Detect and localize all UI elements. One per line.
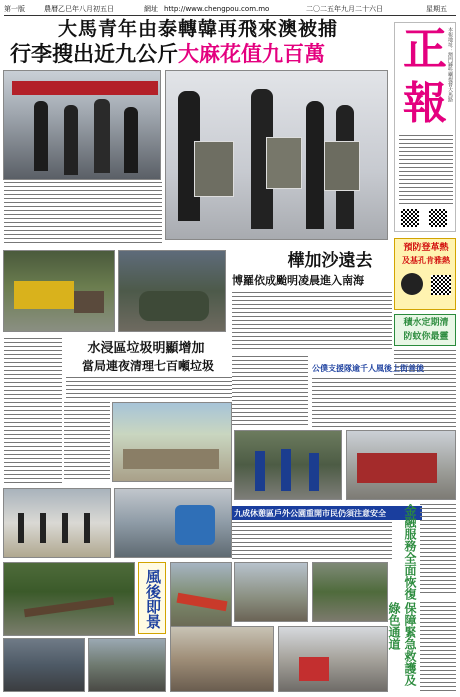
garbage-headline-main: 當局連夜清理七百噸垃圾: [81, 359, 214, 373]
feature-vertical-title: 風後即景: [144, 569, 162, 629]
street-photo-2: [88, 638, 166, 692]
paper-name-char-2: 報: [403, 78, 447, 129]
finance-vertical-title: 金融服務全面恢復: [403, 504, 417, 600]
north-body-text: [232, 292, 392, 352]
paper-logo-box: [394, 22, 456, 232]
mosquito-icon: [401, 273, 423, 295]
safety-body-text: [232, 522, 392, 562]
volunteers-body-text: [312, 378, 456, 428]
lead-headline-black: 行李搜出近九公斤: [10, 41, 178, 66]
garbage-body-text-mid: [64, 402, 110, 482]
issue-date: 二〇二五年九月二十六日: [306, 5, 383, 13]
typhoon-photo-1: [3, 250, 115, 332]
lunar-date: 農曆乙巳年八月初五日: [44, 5, 114, 13]
ambulance-body-text: [420, 602, 456, 692]
north-headline: 樺加沙遠去: [287, 251, 373, 271]
qr-code-2[interactable]: [429, 209, 447, 227]
fallen-tree-photo-1: [3, 562, 135, 636]
cleanup-photo-1: [3, 488, 111, 558]
dengue-notice-box: [394, 238, 456, 310]
mosquito-notice-box: [394, 314, 456, 346]
fallen-tree-photo-3: [234, 562, 308, 622]
volunteers-photo-1: [234, 430, 342, 500]
paper-info-text: [399, 135, 453, 205]
mosquito-notice-line1: 積水定期清: [403, 318, 449, 328]
street-photo-4: [278, 626, 388, 692]
north-subheadline: 博羅依成颱明凌晨進入南海: [232, 274, 364, 287]
garbage-photo-1: [112, 402, 232, 482]
ambulance-vertical-title: 保障緊急救護及綠色通道: [387, 602, 417, 686]
volunteers-body-left: [232, 356, 308, 426]
paper-tagline: 本報地址：澳門罅些喇提督大馬路: [447, 27, 453, 102]
website-link[interactable]: http://www.chengpou.com.mo: [164, 5, 270, 13]
section-label: 第一版: [4, 5, 25, 13]
fallen-tree-photo-4: [312, 562, 388, 622]
qr-code-3[interactable]: [431, 275, 451, 295]
garbage-body-text: [66, 377, 232, 401]
website-label: 網址: [144, 5, 158, 13]
garbage-body-text-left: [4, 338, 62, 483]
lead-photo-arrest: [3, 70, 161, 180]
feature-title-box: [138, 562, 166, 634]
garbage-headline-top: 水浸區垃圾明顯增加: [87, 341, 205, 356]
mosquito-notice-line2: 防蚊你最靈: [403, 332, 449, 342]
dengue-notice-line1: 預防登革熱: [403, 243, 449, 253]
lead-headline-top: 大馬青年由泰轉韓再飛來澳被捕: [58, 18, 339, 40]
weekday: 星期五: [426, 5, 447, 13]
lead-body-text: [4, 182, 162, 244]
lead-headline-magenta: 大麻花值九百萬: [178, 41, 325, 66]
paper-name-char-1: 正: [403, 24, 447, 75]
volunteers-photo-2: [346, 430, 456, 500]
dengue-notice-line2: 及基孔肯雅熱: [402, 255, 450, 265]
cleanup-photo-2: [114, 488, 232, 558]
lead-photo-drugs: [165, 70, 388, 240]
volunteers-headline: 公僕支援隊逾千人風後上街善後: [312, 363, 424, 373]
finance-body-text: [420, 504, 456, 596]
lead-headline-main: [10, 40, 390, 68]
street-photo-1: [3, 638, 85, 692]
typhoon-photo-2: [118, 250, 226, 332]
street-photo-3: [170, 626, 274, 692]
fallen-tree-photo-2: [170, 562, 232, 636]
qr-code-1[interactable]: [401, 209, 419, 227]
safety-headline: 九成休憩區戶外公園重開市民仍須注意安全: [232, 506, 422, 520]
masthead-strip: [4, 4, 456, 16]
